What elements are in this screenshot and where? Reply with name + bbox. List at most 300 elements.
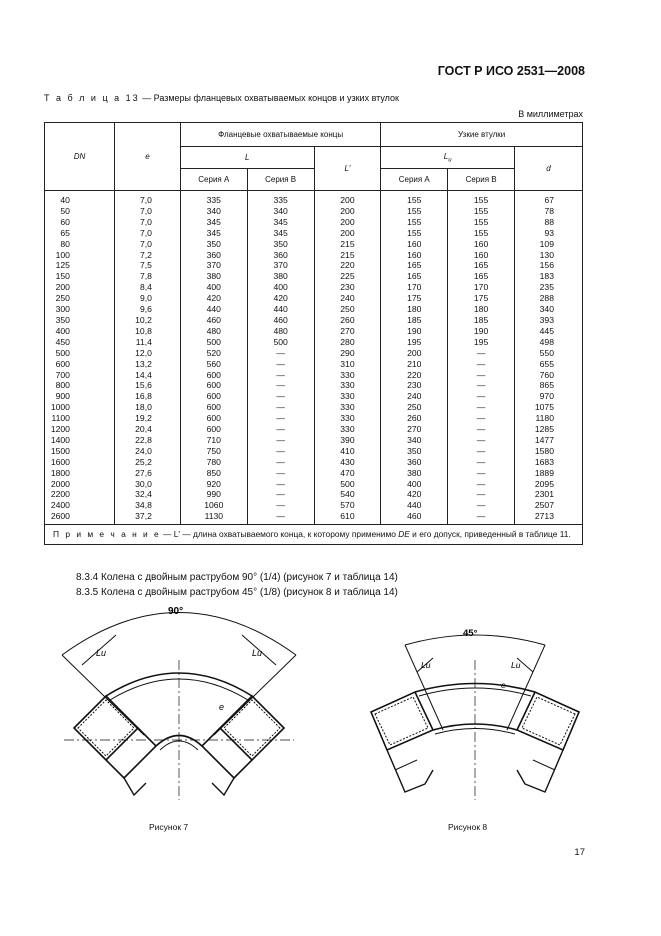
table-cell: 2713 [515,511,583,524]
table-cell: 10,8 [114,326,180,337]
table-cell: 200 [314,217,381,228]
table-cell: — [448,446,515,457]
table-row [45,511,583,524]
table-cell: 345 [180,217,247,228]
table-row [45,293,583,304]
table-cell: 570 [314,500,381,511]
table-cell: 200 [381,348,448,359]
table-cell: 990 [180,489,247,500]
table-cell: 1180 [515,413,583,424]
table-row [45,370,583,381]
fig8-lu-right: Lu [511,660,521,670]
table-cell: 240 [314,293,381,304]
table-cell: 155 [381,206,448,217]
table-cell: — [247,413,314,424]
table-cell: 760 [515,370,583,381]
table-cell: 1800 [45,468,115,479]
table-cell: 280 [314,337,381,348]
standard-header: ГОСТ Р ИСО 2531—2008 [437,64,585,78]
table-cell: 340 [180,206,247,217]
table-cell: 1060 [180,500,247,511]
table-cell: 155 [381,191,448,206]
table-cell: 7,0 [114,217,180,228]
table-cell: 420 [381,489,448,500]
table-cell: 460 [180,315,247,326]
table-cell: 150 [45,271,115,282]
table-cell: 200 [314,228,381,239]
table-cell: 185 [381,315,448,326]
table-cell: 2301 [515,489,583,500]
table-cell: 155 [448,206,515,217]
table-cell: 600 [180,380,247,391]
col-l-header: L [180,147,314,169]
table-cell: 2200 [45,489,115,500]
table-cell: 2507 [515,500,583,511]
table-cell: — [448,391,515,402]
table-row [45,446,583,457]
table-cell: 310 [314,359,381,370]
table-cell: 335 [180,191,247,206]
table-cell: 330 [314,391,381,402]
table-cell: 1075 [515,402,583,413]
table-cell: 180 [448,304,515,315]
table-cell: 270 [381,424,448,435]
table-cell: 470 [314,468,381,479]
table-row [45,260,583,271]
table-cell: — [448,402,515,413]
table-cell: 370 [247,260,314,271]
table-cell: — [448,424,515,435]
table-cell: 350 [247,239,314,250]
table-cell: — [448,348,515,359]
table-cell: 445 [515,326,583,337]
table-cell: 7,8 [114,271,180,282]
table-cell: 155 [448,228,515,239]
table-cell: 165 [448,271,515,282]
table-cell: 10,2 [114,315,180,326]
table-cell: 480 [180,326,247,337]
table-cell: 183 [515,271,583,282]
table-cell: 970 [515,391,583,402]
table-cell: — [247,500,314,511]
table-cell: 600 [180,391,247,402]
table-cell: — [448,500,515,511]
table-cell: 210 [381,359,448,370]
table-cell: — [448,489,515,500]
table-cell: 250 [381,402,448,413]
table-cell: 1200 [45,424,115,435]
table-cell: 340 [247,206,314,217]
table-cell: — [247,489,314,500]
table-cell: 780 [180,457,247,468]
table-cell: — [247,511,314,524]
table-cell: 190 [448,326,515,337]
table-row [45,402,583,413]
table-cell: 2600 [45,511,115,524]
table-cell: 380 [180,271,247,282]
fig7-e-label: e [219,702,225,712]
table-caption-label: Т а б л и ц а 13 [44,93,140,103]
table-cell: 165 [381,271,448,282]
table-cell: 7,0 [114,239,180,250]
note-text-2: и его допуск, приведенный в таблице 11. [409,529,571,540]
table-cell: 34,8 [114,500,180,511]
table-cell: 1580 [515,446,583,457]
table-cell: 24,0 [114,446,180,457]
table-cell: 330 [314,370,381,381]
table-cell: 710 [180,435,247,446]
table-cell: — [448,380,515,391]
col-l-series-b: Серия В [247,169,314,191]
table-row [45,413,583,424]
table-cell: — [448,435,515,446]
table-cell: 380 [247,271,314,282]
table-cell: 93 [515,228,583,239]
table-cell: 340 [381,435,448,446]
table-cell: 215 [314,239,381,250]
table-row [45,380,583,391]
table-row [45,191,583,206]
table-row [45,217,583,228]
table-cell: 260 [314,315,381,326]
table-cell: 170 [448,282,515,293]
table-cell: 50 [45,206,115,217]
table-cell: 600 [180,424,247,435]
note-label: П р и м е ч а н и е [53,529,161,540]
table-cell: — [448,413,515,424]
table-cell: — [247,435,314,446]
table-cell: — [247,391,314,402]
table-row [45,391,583,402]
table-cell: 920 [180,479,247,490]
table-caption-text: — Размеры фланцевых охватываемых концов и узких втулок [139,93,399,103]
table-row [45,435,583,446]
table-cell: 155 [381,228,448,239]
table-cell: — [448,468,515,479]
table-cell: 420 [180,293,247,304]
table-cell: 460 [381,511,448,524]
fig7-angle-label: 90° [168,606,184,617]
fig8-e-label: e [501,680,506,690]
table-cell: 600 [180,413,247,424]
table-row [45,468,583,479]
table-cell: 600 [45,359,115,370]
table-cell: 7,0 [114,191,180,206]
table-row [45,500,583,511]
table-cell: 19,2 [114,413,180,424]
table-cell: 15,6 [114,380,180,391]
fig8-lu-left: Lu [421,660,431,670]
col-d-header: d [515,147,583,191]
table-cell: 360 [180,250,247,261]
table-cell: 1285 [515,424,583,435]
col-lprime-header: L′ [314,147,381,191]
table-cell: 20,4 [114,424,180,435]
table-cell: 335 [247,191,314,206]
table-cell: 109 [515,239,583,250]
table-cell: 865 [515,380,583,391]
table-cell: 7,2 [114,250,180,261]
table-cell: 610 [314,511,381,524]
table-cell: — [247,380,314,391]
table-cell: 300 [45,304,115,315]
table-cell: 14,4 [114,370,180,381]
table-cell: 420 [247,293,314,304]
table-cell: 32,4 [114,489,180,500]
table-row [45,457,583,468]
table-cell: 100 [45,250,115,261]
table-cell: 360 [247,250,314,261]
table-cell: 440 [247,304,314,315]
table-cell: 160 [448,250,515,261]
table-row [45,424,583,435]
table-cell: 80 [45,239,115,250]
table-row [45,304,583,315]
table-cell: 330 [314,413,381,424]
table-row [45,348,583,359]
table-cell: 460 [247,315,314,326]
table-cell: 560 [180,359,247,370]
figure-8-drawing [365,620,585,810]
table-cell: 400 [247,282,314,293]
table-cell: 290 [314,348,381,359]
table-cell: 350 [45,315,115,326]
table-cell: 330 [314,402,381,413]
table-cell: 30,0 [114,479,180,490]
table-cell: 2000 [45,479,115,490]
table-cell: 800 [45,380,115,391]
table-cell: 498 [515,337,583,348]
table-cell: — [448,479,515,490]
figure-8-caption: Рисунок 8 [448,822,488,832]
note-text-1: — L′ — длина охватываемого конца, к которому применимо [160,529,399,540]
table-cell: — [247,402,314,413]
table-cell: 1600 [45,457,115,468]
table-cell: 200 [45,282,115,293]
table-cell: 175 [448,293,515,304]
table-cell: — [247,348,314,359]
table-cell: 88 [515,217,583,228]
table-cell: — [247,424,314,435]
table-cell: 175 [381,293,448,304]
table-cell: 1100 [45,413,115,424]
table-cell: 700 [45,370,115,381]
table-cell: 1889 [515,468,583,479]
table-cell: 230 [381,380,448,391]
page-number: 17 [574,847,585,858]
table-cell: 345 [180,228,247,239]
table-cell: 215 [314,250,381,261]
table-cell: 78 [515,206,583,217]
table-cell: 155 [448,217,515,228]
table-cell: 340 [515,304,583,315]
table-cell: 37,2 [114,511,180,524]
table-cell: 160 [381,239,448,250]
table-row [45,359,583,370]
table-cell: 155 [381,217,448,228]
table-cell: 600 [180,402,247,413]
table-cell: 200 [314,206,381,217]
table-cell: 350 [180,239,247,250]
table-cell: 250 [314,304,381,315]
table-cell: 155 [448,191,515,206]
note-de: DE [398,529,410,540]
table-cell: 750 [180,446,247,457]
table-row [45,326,583,337]
table-cell: 390 [314,435,381,446]
table-row [45,271,583,282]
table-cell: 850 [180,468,247,479]
fig8-angle-label: 45° [463,628,478,639]
table-cell: — [448,359,515,370]
table-cell: 540 [314,489,381,500]
table-cell: 260 [381,413,448,424]
table-note [45,525,583,545]
col-lu-series-a: Серия А [381,169,448,191]
table-cell: 170 [381,282,448,293]
table-cell: 165 [448,260,515,271]
table-cell: 220 [314,260,381,271]
table-row [45,315,583,326]
table-cell: 1000 [45,402,115,413]
table-cell: — [247,370,314,381]
figure-7-drawing [44,600,314,812]
table-cell: 9,0 [114,293,180,304]
col-lu-header: $L_u$ [381,147,515,169]
table-cell: 8,4 [114,282,180,293]
figure-7-caption: Рисунок 7 [149,822,189,832]
table-cell: 400 [381,479,448,490]
table-row [45,282,583,293]
table-cell: 270 [314,326,381,337]
table-cell: 25,2 [114,457,180,468]
table-cell: — [448,457,515,468]
table-cell: 345 [247,228,314,239]
table-cell: 500 [247,337,314,348]
table-cell: 250 [45,293,115,304]
table-cell: 235 [515,282,583,293]
col-l-series-a: Серия А [180,169,247,191]
table-row [45,337,583,348]
table-cell: 1400 [45,435,115,446]
col-e-header: e [114,123,180,191]
table-cell: 40 [45,191,115,206]
fig7-lu-right: Lu [252,648,263,658]
table-cell: 18,0 [114,402,180,413]
table-cell: 16,8 [114,391,180,402]
table-cell: 2095 [515,479,583,490]
table-cell: 410 [314,446,381,457]
table-cell: 380 [381,468,448,479]
table-cell: 655 [515,359,583,370]
table-cell: 500 [45,348,115,359]
table-row [45,206,583,217]
clause-8-3-4: 8.3.4 Колена с двойным раструбом 90° (1/4) (рисунок 7 и таблица 14) [76,572,398,583]
table-cell: 450 [45,337,115,348]
table-cell: 230 [314,282,381,293]
table-cell: 400 [180,282,247,293]
table-cell: 360 [381,457,448,468]
table-cell: 180 [381,304,448,315]
col-lu-series-b: Серия В [448,169,515,191]
table-cell: 12,0 [114,348,180,359]
table-cell: 200 [314,191,381,206]
table-cell: — [448,370,515,381]
table-cell: 195 [381,337,448,348]
table-cell: 195 [448,337,515,348]
table-cell: 7,0 [114,228,180,239]
table-cell: 190 [381,326,448,337]
table-cell: 13,2 [114,359,180,370]
table-cell: 288 [515,293,583,304]
table-cell: 500 [180,337,247,348]
table-cell: — [247,468,314,479]
table-row [45,228,583,239]
table-cell: — [247,446,314,457]
table-cell: 27,6 [114,468,180,479]
table-cell: — [448,511,515,524]
table-cell: 480 [247,326,314,337]
table-cell: 1130 [180,511,247,524]
table-cell: 330 [314,424,381,435]
table-cell: 11,4 [114,337,180,348]
table-cell: 440 [381,500,448,511]
table-cell: 393 [515,315,583,326]
table-cell: 185 [448,315,515,326]
table-cell: 160 [381,250,448,261]
table-cell: 7,5 [114,260,180,271]
table-row [45,250,583,261]
table-cell: 1477 [515,435,583,446]
table-cell: 156 [515,260,583,271]
table-cell: 900 [45,391,115,402]
table-cell: 7,0 [114,206,180,217]
dimensions-table [44,122,583,545]
table-cell: — [247,359,314,370]
table-cell: 350 [381,446,448,457]
table-cell: 240 [381,391,448,402]
table-row [45,239,583,250]
table-cell: 370 [180,260,247,271]
table-cell: 225 [314,271,381,282]
table-cell: 330 [314,380,381,391]
fig7-lu-left: Lu [96,648,107,658]
table-cell: 67 [515,191,583,206]
table-cell: 65 [45,228,115,239]
table-cell: 600 [180,370,247,381]
table-cell: 1500 [45,446,115,457]
table-row [45,489,583,500]
table-cell: 345 [247,217,314,228]
table-cell: 1683 [515,457,583,468]
table-cell: 550 [515,348,583,359]
table-cell: 430 [314,457,381,468]
table-cell: 22,8 [114,435,180,446]
table-row [45,479,583,490]
table-cell: — [247,479,314,490]
table-units: В миллиметрах [518,109,583,119]
table-cell: 9,6 [114,304,180,315]
table-cell: — [247,457,314,468]
table-body [45,191,583,525]
sleeve-group-header: Узкие втулки [381,123,583,147]
table-cell: 220 [381,370,448,381]
table-cell: 60 [45,217,115,228]
table-cell: 500 [314,479,381,490]
table-caption [44,93,399,103]
table-cell: 130 [515,250,583,261]
col-dn-header: DN [45,123,115,191]
